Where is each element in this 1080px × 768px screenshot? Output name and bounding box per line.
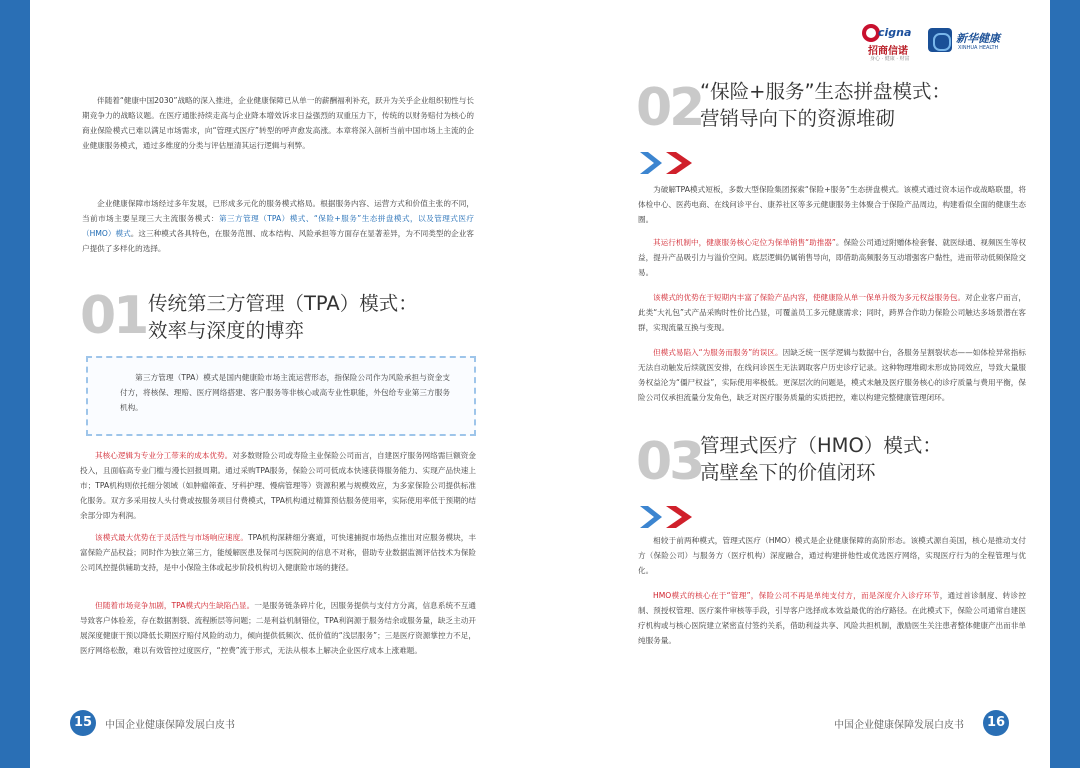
- cmb-cigna-name: 招商信诺: [868, 46, 908, 57]
- tpa-paragraph-3: 但随着市场竞争加剧，TPA模式内生缺陷凸显。一是服务链条碎片化，因服务提供与支付方分离，信息系统不互通导致客户体验差，存在数据割裂、流程断层等问题；二是利益机制错位，TPA利润源于服务结余或服务量，缺乏主动开展深度健康干预以降低长期医疗赔付风险的动力，倾向提供低频次、低价值的“浅层服务”；三是医疗资源掌控力不足，医疗网络松散，难以有效管控过度医疗，“控费”流于形式，无法从根本上解决企业医疗成本上涨难题。: [80, 601, 476, 655]
- section-title-line-1: “保险+服务”生态拼盘模式：: [700, 80, 952, 103]
- section-number-02: 02: [636, 78, 703, 138]
- section-title-line-2: 营销导向下的资源堆砌: [700, 107, 896, 130]
- right-edge-bar: [1050, 0, 1080, 768]
- ecosystem-paragraph-3: 该模式的优势在于短期内丰富了保险产品内容，使健康险从单一保单升级为多元权益服务包。对企业客户而言，此类“大礼包”式产品采购时性价比凸显，可覆盖员工多元健康需求；同时，跨界合作助力保险公司触达多场景潜在客群，实现流量互换与变现。: [638, 293, 1027, 332]
- intro-paragraph: 伴随着“健康中国2030”战略的深入推进，企业健康保障已从单一的薪酬福利补充，跃升为关乎企业组织韧性与长期竞争力的战略议题。在医疗通胀持续走高与企业降本增效诉求日益强烈的双重压力下，传统的以财务赔付为核心的商业保险模式已难以满足市场需求，向“管理式医疗”转型的呼声愈发高涨。本章将深入剖析当前中国市场上主流的企业健康服务模式，通过多维度的分类与评估厘清其运行逻辑与利弊。: [82, 96, 474, 150]
- section-title-ecosystem: [700, 78, 951, 132]
- xinhua-logo-icon: [928, 28, 952, 52]
- tpa-definition-text: 第三方管理（TPA）模式是国内健康险市场主流运营形态，指保险公司作为风险承担与资金支付方，将核保、理赔、医疗网络搭建、客户服务等非核心或高专业性职能，外包给专业第三方服务机构。: [120, 373, 450, 412]
- hmo-paragraph-2: HMO模式的核心在于“管理”，保险公司不再是单纯支付方，而是深度介入诊疗环节，通过首诊制度、转诊控制、预授权管理、医疗案件审核等手段，引导客户选择成本效益最优的治疗路径。在此模式下，保险公司通常自建医疗机构或与核心医院建立紧密直付签约关系，借助利益共享、风险共担机制，激励医生关注患者整体健康产出而非单纯服务量。: [638, 591, 1026, 645]
- chevron-arrows-icon: [640, 150, 700, 176]
- ecosystem-paragraph-2: 其运行机制中，健康服务核心定位为保单销售“助推器”。保险公司通过附赠体检套餐、就医绿通、视频医生等权益，提升产品吸引力与溢价空间。底层逻辑仍属销售导向，即借助高频服务互动增强客户黏性，进而带动低频保险交易。: [638, 238, 1026, 277]
- overview-paragraph: 企业健康保障市场经过多年发展，已形成多元化的服务模式格局。根据服务内容、运营方式和价值主张的不同，当前市场主要呈现三大主流服务模式：第三方管理（TPA）模式、“保险+服务”生态拼盘模式，以及管理式医疗（HMO）模式。这三种模式各具特色，在服务范围、成本结构、风险承担等方面存在显著差异，为不同类型的企业客户提供了多样化的选择。: [82, 199, 475, 253]
- section-title-tpa: [148, 290, 418, 344]
- ecosystem-paragraph-1: 为破解TPA模式短板，多数大型保险集团探索“保险+服务”生态拼盘模式。该模式通过资本运作或战略联盟，将体检中心、医药电商、在线问诊平台、康养社区等多元健康服务主体聚合于保险产品周边，构建看似全面的健康生态圈。: [638, 185, 1026, 224]
- cigna-wordmark: cigna: [878, 26, 912, 39]
- section-title-hmo: [700, 432, 942, 486]
- page-number-badge: 15: [70, 710, 96, 736]
- xinhua-health-en: XINHUA HEALTH: [958, 45, 999, 51]
- footer-title: 中国企业健康保障发展白皮书: [105, 720, 235, 731]
- section-title-line-1: 管理式医疗（HMO）模式：: [700, 434, 942, 457]
- tpa-paragraph-1: 其核心逻辑为专业分工带来的成本优势。对多数财险公司或寿险主业保险公司而言，自建医疗服务网络需巨额资金投入，且面临高专业门槛与漫长回报周期。通过采购TPA服务，保险公司可低成本快速获得服务能力、实现产品快速上市；TPA机构则依托细分领域（如肿瘤筛查、牙科护理、慢病管理等）资源积累与规模效应，为多家保险公司提供标准化服务。双方多采用按人头付费或按服务项目付费模式，TPA机构通过精算预估服务使用率，实际使用率低于预期的结余部分即为利润。: [80, 451, 476, 520]
- xinhua-health-name: 新华健康: [956, 32, 1000, 45]
- brand-logos: [862, 24, 1012, 64]
- cmb-cigna-tagline: 身心 · 健康 · 财富: [870, 56, 910, 62]
- left-edge-bar: [0, 0, 30, 768]
- tpa-paragraph-2: 该模式最大优势在于灵活性与市场响应速度。TPA机构深耕细分赛道，可快速捕捉市场热点推出对应服务模块，丰富保险产品权益；同时作为独立第三方，能缓解医患及保司与医院间的信息不对称，借助专业数据监测评估技术为保险公司风控提供辅助支持，是中小保险主体或起步阶段机构切入健康险市场的捷径。: [80, 533, 476, 572]
- section-title-line-2: 效率与深度的博弈: [148, 319, 305, 342]
- ecosystem-paragraph-4: 但模式易陷入“为服务而服务”的误区。因缺乏统一医学逻辑与数据中台，各服务呈割裂状态——如体检异常指标无法自动触发后续就医安排，在线问诊医生无法调取客户历史诊疗记录。这种物理堆砌未形成协同效应，导致大量服务权益沦为“僵尸权益”，实际使用率极低。更深层次的问题是，模式未触及医疗服务核心的诊疗质量与费用平衡，保险公司仅承担流量分发角色，缺乏对医疗服务质量的实质把控，难以构建完整健康管理闭环。: [638, 348, 1026, 402]
- section-number-01: 01: [80, 286, 147, 346]
- three-models-highlight: 第三方管理（TPA）模式、“保险+服务”生态拼盘模式，以及管理式医疗（HMO）模式: [82, 214, 475, 238]
- section-title-line-1: 传统第三方管理（TPA）模式：: [148, 292, 418, 315]
- section-title-line-2: 高壁垒下的价值闭环: [700, 461, 876, 484]
- page-16: [540, 0, 1050, 768]
- hmo-paragraph-1: 相较于前两种模式，管理式医疗（HMO）模式是企业健康保障的高阶形态。该模式源自美国，核心是推动支付方（保险公司）与服务方（医疗机构）深度融合，通过构建拼他性或优选医疗网络，实现医疗行为的全程管理与优化。: [638, 536, 1026, 575]
- page-15: [30, 0, 540, 768]
- chevron-arrows-icon: [640, 504, 700, 530]
- section-number-03: 03: [636, 432, 703, 492]
- footer-title: 中国企业健康保障发展白皮书: [834, 720, 964, 731]
- tpa-definition-box: [86, 356, 476, 436]
- page-number-badge: 16: [983, 710, 1009, 736]
